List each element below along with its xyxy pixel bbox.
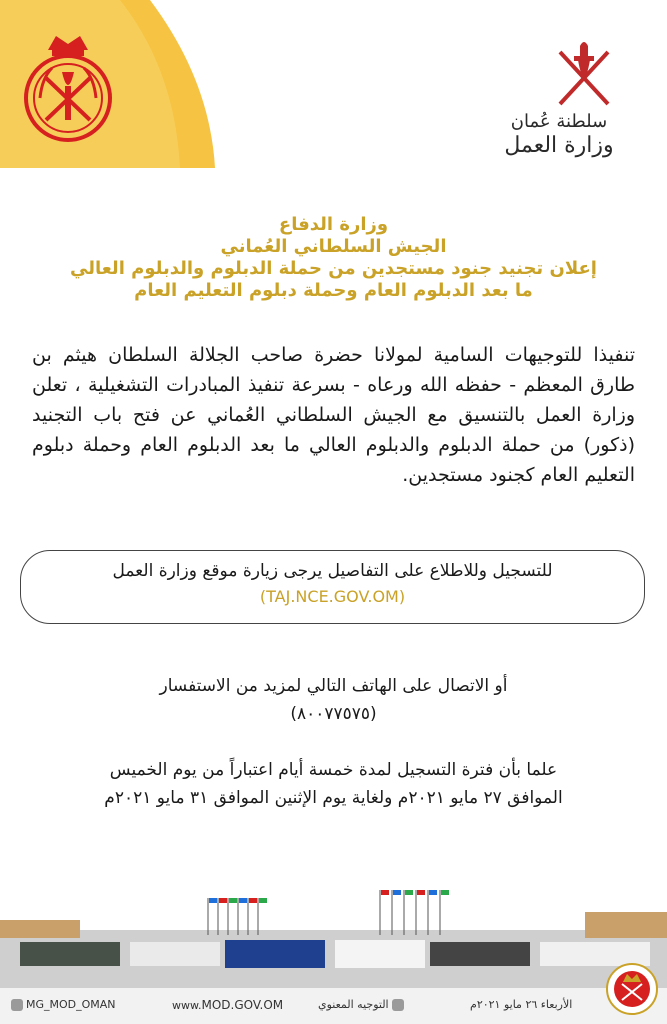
army-badge-icon [605, 962, 659, 1016]
heading-announcement-cont: ما بعد الدبلوم العام وحملة دبلوم التعليم العام [134, 280, 533, 301]
heading-announcement: إعلان تجنيد جنود مستجدين من حملة الدبلوم والدبلوم العالي [70, 258, 597, 279]
announcement-headings [40, 214, 627, 302]
website-prefix: www. [172, 999, 202, 1012]
heading-ministry: وزارة الدفاع [278, 214, 389, 235]
footer-bar [0, 988, 667, 1024]
twitter-handle: MG_MOD_OMAN [26, 998, 116, 1011]
date-text: الأربعاء ٢٦ مايو ٢٠٢١م [470, 998, 573, 1011]
oman-emblem-icon [552, 38, 616, 110]
registration-text: للتسجيل وللاطلاع على التفاصيل يرجى زيارة موقع وزارة العمل [112, 561, 553, 581]
ministry-title: وزارة العمل [504, 132, 614, 158]
footer-youtube[interactable] [318, 998, 407, 1011]
heading-army: الجيش السلطاني العُماني [220, 236, 447, 257]
website-text: MOD.GOV.OM [201, 998, 284, 1012]
contact-phone[interactable]: (٨٠٠٧٧٥٧٥) [290, 704, 377, 724]
ministry-name [489, 112, 629, 158]
contact-section [40, 672, 627, 728]
twitter-icon [11, 999, 23, 1011]
body-paragraph: تنفيذا للتوجيهات السامية لمولانا حضرة صاحب الجلالة السلطان هيثم بن طارق المعظم - حفظه الله ورعاه - بسرعة تنفيذ المبادرات التشغيلية ، تعلن وزارة العمل بالتنسيق مع الجيش السلطاني العُماني عن فتح باب التجنيد (ذكور) من حملة الدبلوم والدبلوم العالي ما بعد الدبلوم العام وحملة دبلوم التعليم العام كجنود مستجدين. [32, 344, 635, 486]
youtube-icon [392, 999, 404, 1011]
note-line-2: الموافق ٢٧ مايو ٢٠٢١م ولغاية يوم الإثنين الموافق ٣١ مايو ٢٠٢١م [104, 788, 563, 808]
contact-text: أو الاتصال على الهاتف التالي لمزيد من الاستفسار [159, 676, 508, 696]
registration-url-link[interactable]: (TAJ.NCE.GOV.OM) [259, 587, 406, 606]
footer-website[interactable] [172, 998, 283, 1012]
youtube-channel: التوجيه المعنوي [318, 998, 389, 1011]
ministry-country: سلطنة عُمان [510, 111, 608, 132]
note-line-1: علما بأن فترة التسجيل لمدة خمسة أيام اعتباراً من يوم الخميس [109, 760, 558, 780]
footer-twitter[interactable] [8, 998, 116, 1011]
parade-scene-image [0, 880, 667, 988]
army-emblem-icon [18, 28, 118, 146]
registration-box [20, 550, 645, 624]
registration-period-note [30, 756, 637, 812]
footer-date [470, 998, 572, 1011]
